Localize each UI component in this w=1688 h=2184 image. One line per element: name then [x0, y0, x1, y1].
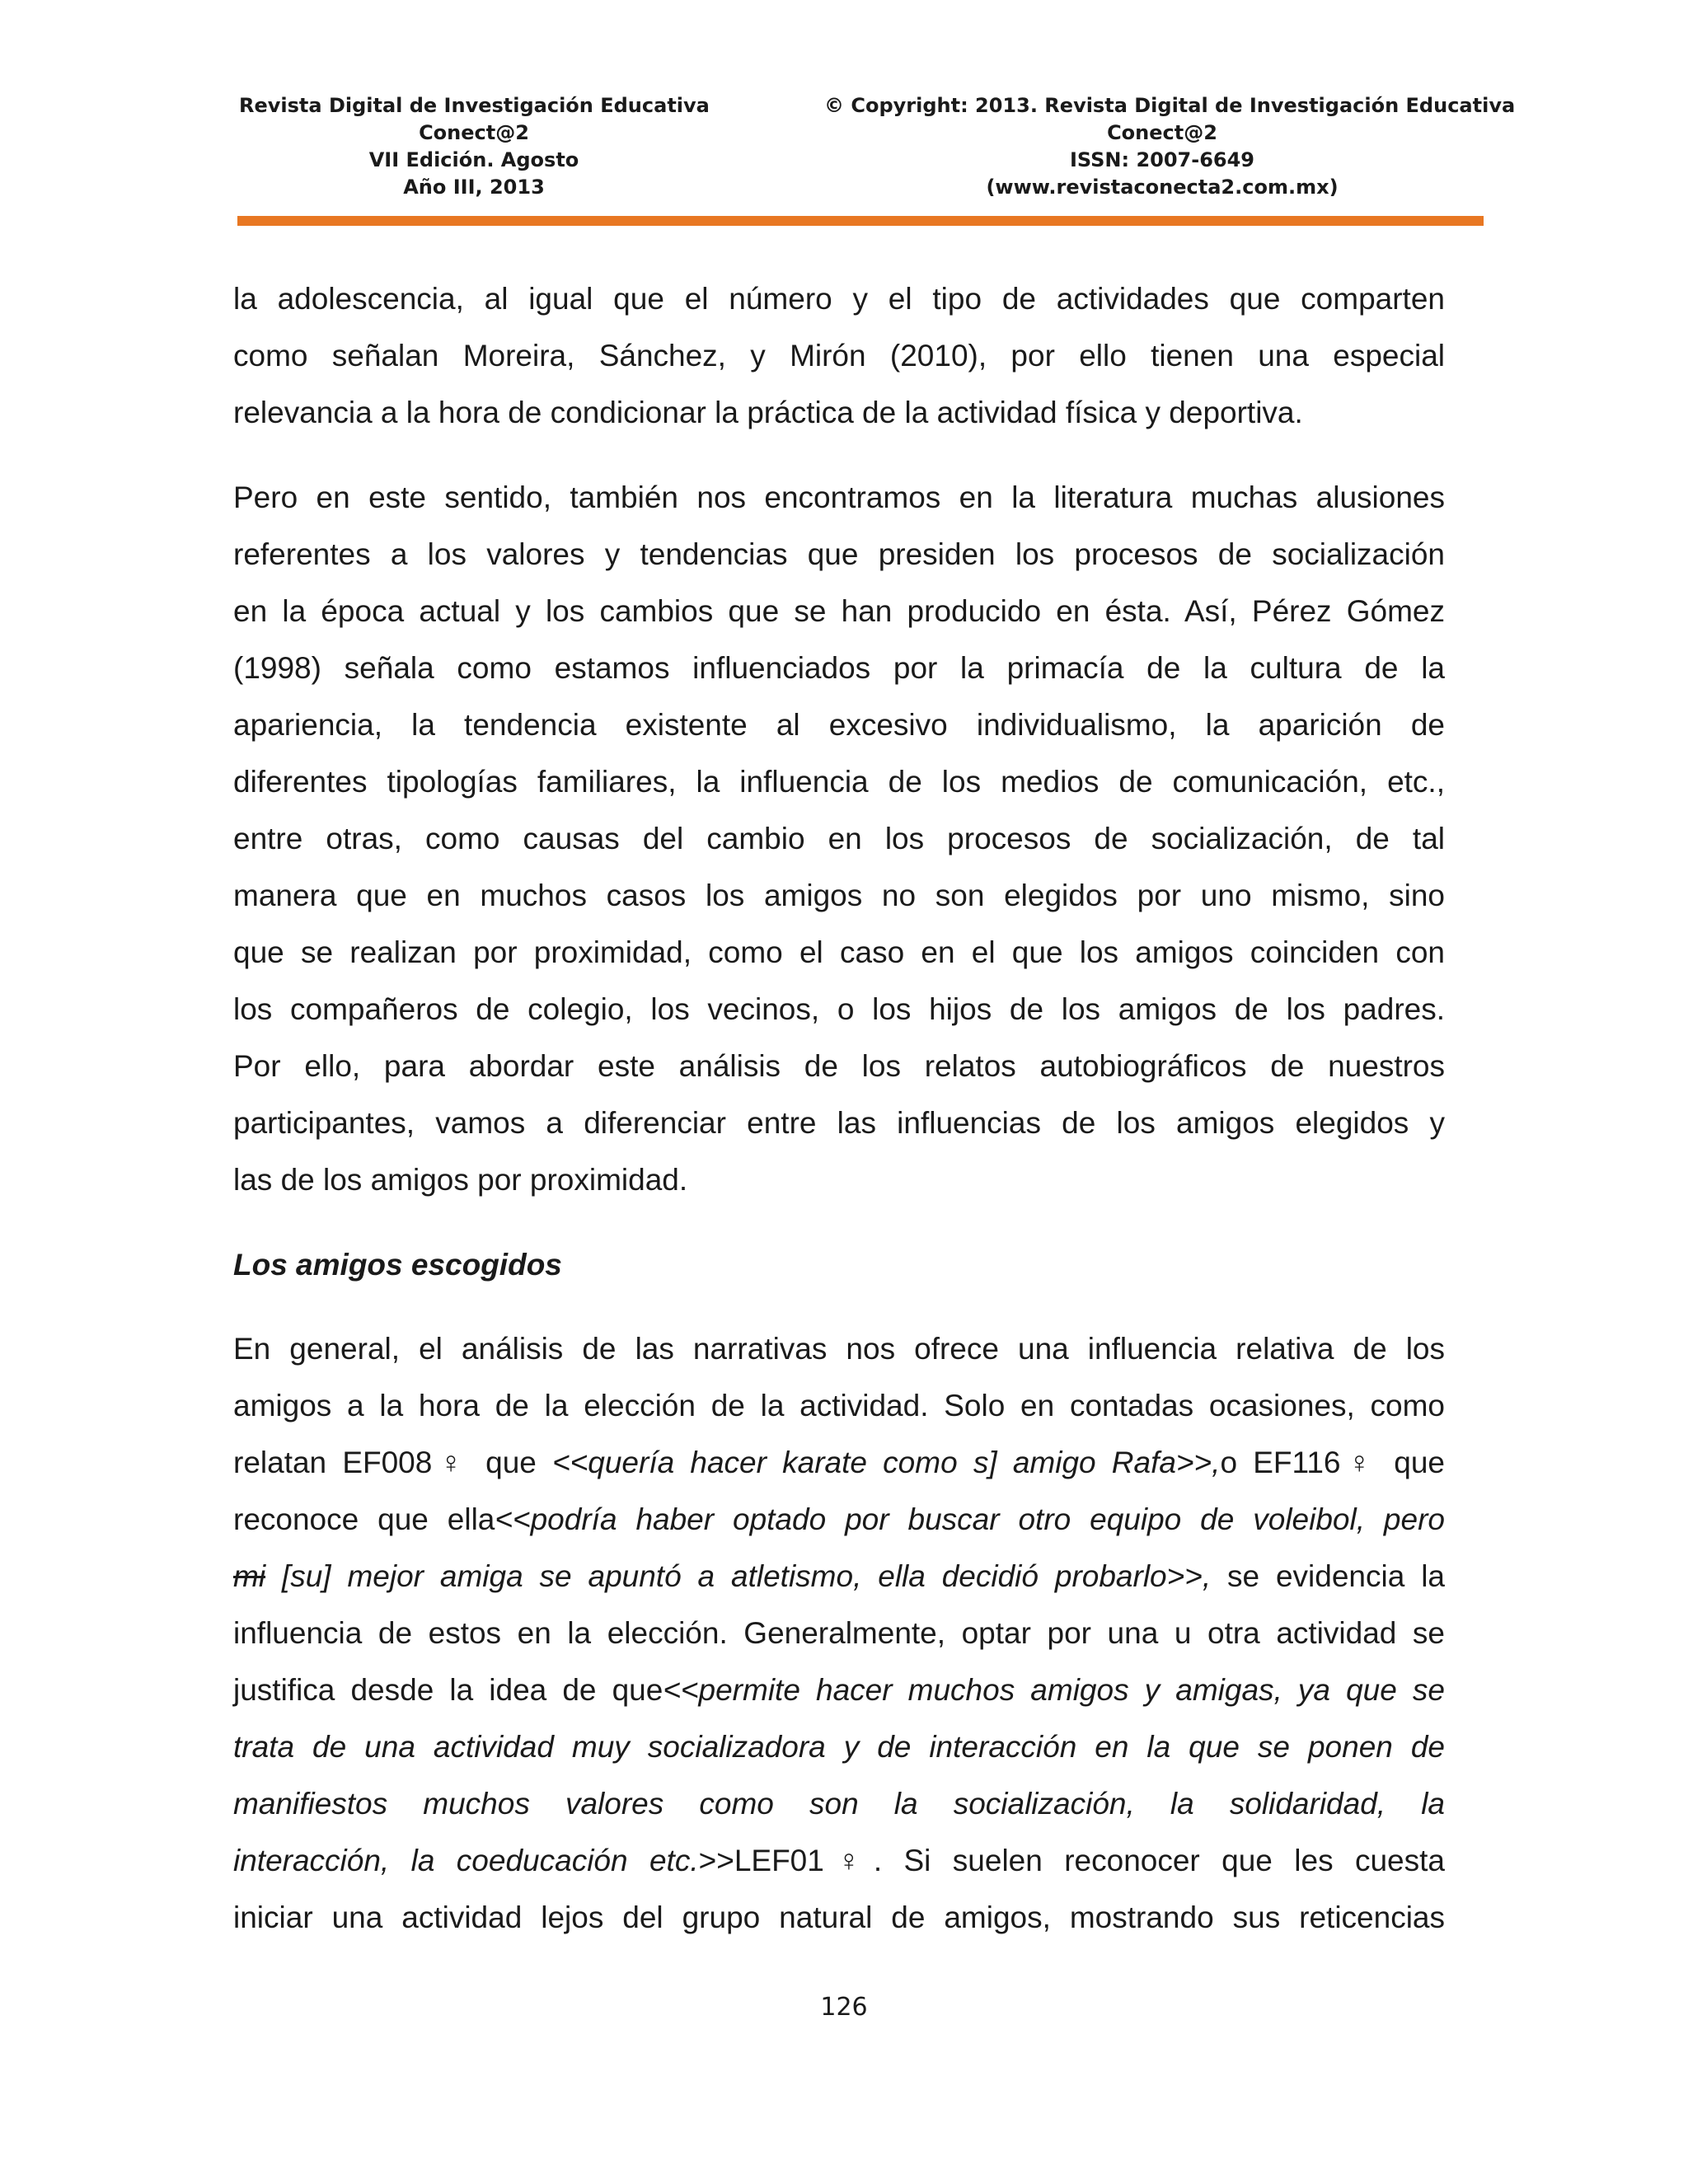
- website-url: (www.revistaconecta2.com.mx): [986, 176, 1339, 199]
- struck-word: mi: [233, 1559, 266, 1593]
- text-line: [233, 1718, 1445, 1775]
- journal-title: Revista Digital de Investigación Educativa: [239, 94, 710, 117]
- text-line: [233, 1548, 1445, 1605]
- edition-label: VII Edición. Agosto: [368, 148, 579, 171]
- text-line: iniciar una actividad lejos del grupo natural de amigos, mostrando sus reticencias: [233, 1900, 1445, 1934]
- text-line: amigos a la hora de la elección de la actividad. Solo en contadas ocasiones, como: [233, 1389, 1445, 1422]
- text-line: entre otras, como causas del cambio en los procesos de socialización, de tal: [233, 822, 1445, 855]
- copyright-journal-name: Conect@2: [1107, 121, 1217, 144]
- journal-name: Conect@2: [419, 121, 529, 144]
- quote-segment: <<quería hacer karate como s] amigo Rafa>>,: [552, 1446, 1221, 1479]
- journal-info-header: [239, 92, 709, 201]
- quote-segment: [su] mejor amiga se apuntó a atletismo, ella decidió probarlo>>,: [265, 1559, 1212, 1593]
- text-line: manera que en muchos casos los amigos no son elegidos por uno mismo, sino: [233, 879, 1445, 912]
- paragraph-adolescence: [233, 270, 1445, 441]
- text-line: (1998) señala como estamos influenciados por la primacía de la cultura de la: [233, 651, 1445, 685]
- text-segment: reconoce que ella: [233, 1502, 495, 1536]
- text-segment: justifica desde la idea de que: [233, 1673, 663, 1707]
- text-segment: se evidencia la: [1211, 1559, 1445, 1593]
- text-line: apariencia, la tendencia existente al excesivo individualismo, la aparición de: [233, 708, 1445, 742]
- section-heading: Los amigos escogidos: [233, 1248, 562, 1282]
- text-line: En general, el análisis de las narrativas nos ofrece una influencia relativa de los: [233, 1332, 1445, 1366]
- paragraph-chosen-friends: [233, 1320, 1445, 1946]
- text-segment: o EF116♀ que: [1220, 1446, 1446, 1479]
- text-line: participantes, vamos a diferenciar entre las influencias de los amigos elegidos y: [233, 1106, 1445, 1140]
- text-line: [233, 1661, 1445, 1718]
- copyright-line: © Copyright: 2013. Revista Digital de Investigación Educativa: [824, 94, 1516, 117]
- quote-segment: manifiestos muchos valores como son la socialización, la solidaridad, la: [233, 1787, 1445, 1821]
- quote-segment: trata de una actividad muy socializadora y de interacción en la que se ponen de: [233, 1730, 1445, 1764]
- text-line: influencia de estos en la elección. Generalmente, optar por una u otra actividad se: [233, 1616, 1445, 1650]
- quote-segment: <<permite hacer muchos amigos y amigas, ya que se: [663, 1673, 1445, 1707]
- page-number: 126: [820, 1993, 868, 2022]
- text-line: [233, 1775, 1445, 1832]
- text-line: Pero en este sentido, también nos encontramos en la literatura muchas alusiones: [233, 480, 1445, 514]
- header-divider: [237, 216, 1484, 226]
- text-line: las de los amigos por proximidad.: [233, 1163, 688, 1197]
- quote-segment: interacción, la coeducación etc.: [233, 1844, 699, 1877]
- text-line: diferentes tipologías familiares, la influencia de los medios de comunicación, etc.,: [233, 765, 1445, 799]
- text-line: [233, 1434, 1445, 1491]
- text-line: [233, 1832, 1445, 1889]
- text-line: que se realizan por proximidad, como el caso en el que los amigos coinciden con: [233, 935, 1445, 969]
- year-label: Año III, 2013: [403, 176, 545, 199]
- text-segment: >>LEF01♀. Si suelen reconocer que les cuesta: [698, 1844, 1445, 1877]
- text-line: en la época actual y los cambios que se han producido en ésta. Así, Pérez Gómez: [233, 594, 1445, 628]
- issn-label: ISSN: 2007-6649: [1069, 148, 1254, 171]
- text-line: referentes a los valores y tendencias que presiden los procesos de socialización: [233, 537, 1445, 571]
- text-line: relevancia a la hora de condicionar la práctica de la actividad física y deportiva.: [233, 396, 1303, 429]
- paragraph-socialization: [233, 469, 1445, 1208]
- copyright-header: [824, 92, 1516, 201]
- text-line: Por ello, para abordar este análisis de los relatos autobiográficos de nuestros: [233, 1049, 1445, 1083]
- text-line: como señalan Moreira, Sánchez, y Mirón (2010), por ello tienen una especial: [233, 339, 1445, 373]
- text-segment: relatan EF008♀ que: [233, 1446, 553, 1479]
- text-line: los compañeros de colegio, los vecinos, o los hijos de los amigos de los padres.: [233, 992, 1445, 1026]
- quote-segment: <<podría haber optado por buscar otro equipo de voleibol, pero: [495, 1502, 1445, 1536]
- text-line: [233, 1491, 1445, 1548]
- text-line: la adolescencia, al igual que el número y el tipo de actividades que comparten: [233, 282, 1445, 316]
